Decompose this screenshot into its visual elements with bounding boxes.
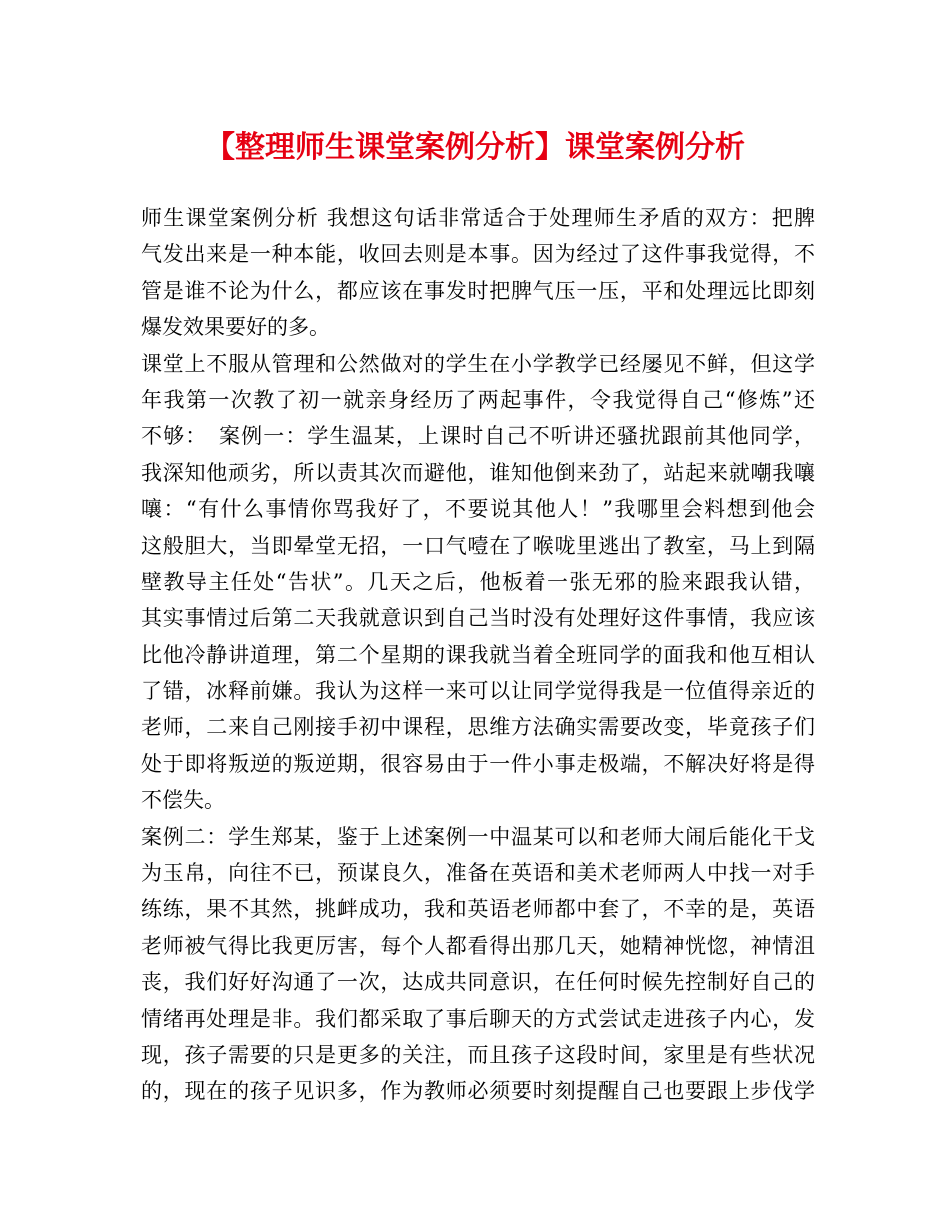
text-line: 情绪再处理是非。我们都采取了事后聊天的方式尝试走进孩子内心，发 [141,1006,815,1031]
text-line: 处于即将叛逆的叛逆期，很容易由于一件小事走极端，不解决好将是得 [141,751,815,776]
text-line: 师生课堂案例分析 我想这句话非常适合于处理师生矛盾的双方：把脾 [141,206,815,230]
text-line: 丧，我们好好沟通了一次，达成共同意识，在任何时候先控制好自己的 [141,970,815,995]
text-line: 的，现在的孩子见识多，作为教师必须要时刻提醒自己也要跟上步伐学 [141,1079,815,1104]
text-line: 课堂上不服从管理和公然做对的学生在小学教学已经屡见不鲜，但这学 [141,351,815,376]
text-line: 比他冷静讲道理，第二个星期的课我就当着全班同学的面我和他互相认 [141,642,815,667]
text-line: 壁教导主任处“告状”。几天之后，他板着一张无邪的脸来跟我认错， [141,569,815,594]
text-line: 了错，冰释前嫌。我认为这样一来可以让同学觉得我是一位值得亲近的 [141,679,815,704]
text-line: 练练，果不其然，挑衅成功，我和英语老师都中套了，不幸的是，英语 [141,897,815,922]
text-line: 这般胆大，当即晕堂无招，一口气噎在了喉咙里逃出了教室，马上到隔 [141,533,815,558]
text-line: 不够： 案例一：学生温某，上课时自己不听讲还骚扰跟前其他同学， [141,424,815,449]
text-line: 其实事情过后第二天我就意识到自己当时没有处理好这件事情，我应该 [141,606,815,631]
text-line: 气发出来是一种本能，收回去则是本事。因为经过了这件事我觉得，不 [141,242,815,267]
text-line: 现，孩子需要的只是更多的关注，而且孩子这段时间，家里是有些状况 [141,1042,815,1067]
text-line: 老师，二来自己刚接手初中课程，思维方法确实需要改变，毕竟孩子们 [141,715,815,740]
document-body [141,200,815,1110]
document-title: 【整理师生课堂案例分析】课堂案例分析 [205,130,745,165]
text-line: 案例二：学生郑某，鉴于上述案例一中温某可以和老师大闹后能化干戈 [141,824,815,849]
text-line: 我深知他顽劣，所以责其次而避他，谁知他倒来劲了，站起来就嘲我嚷 [141,460,815,485]
text-line: 嚷：“有什么事情你骂我好了，不要说其他人！”我哪里会料想到他会 [141,497,815,522]
text-line: 爆发效果要好的多。 [141,315,330,340]
text-line: 不偿失。 [141,788,225,813]
text-line: 管是谁不论为什么，都应该在事发时把脾气压一压，平和处理远比即刻 [141,278,815,303]
text-line: 老师被气得比我更厉害，每个人都看得出那几天，她精神恍惚，神情沮 [141,933,815,958]
text-line: 年我第一次教了初一就亲身经历了两起事件，令我觉得自己“修炼”还 [141,387,815,412]
text-line: 为玉帛，向往不已，预谋良久，准备在英语和美术老师两人中找一对手 [141,861,815,886]
